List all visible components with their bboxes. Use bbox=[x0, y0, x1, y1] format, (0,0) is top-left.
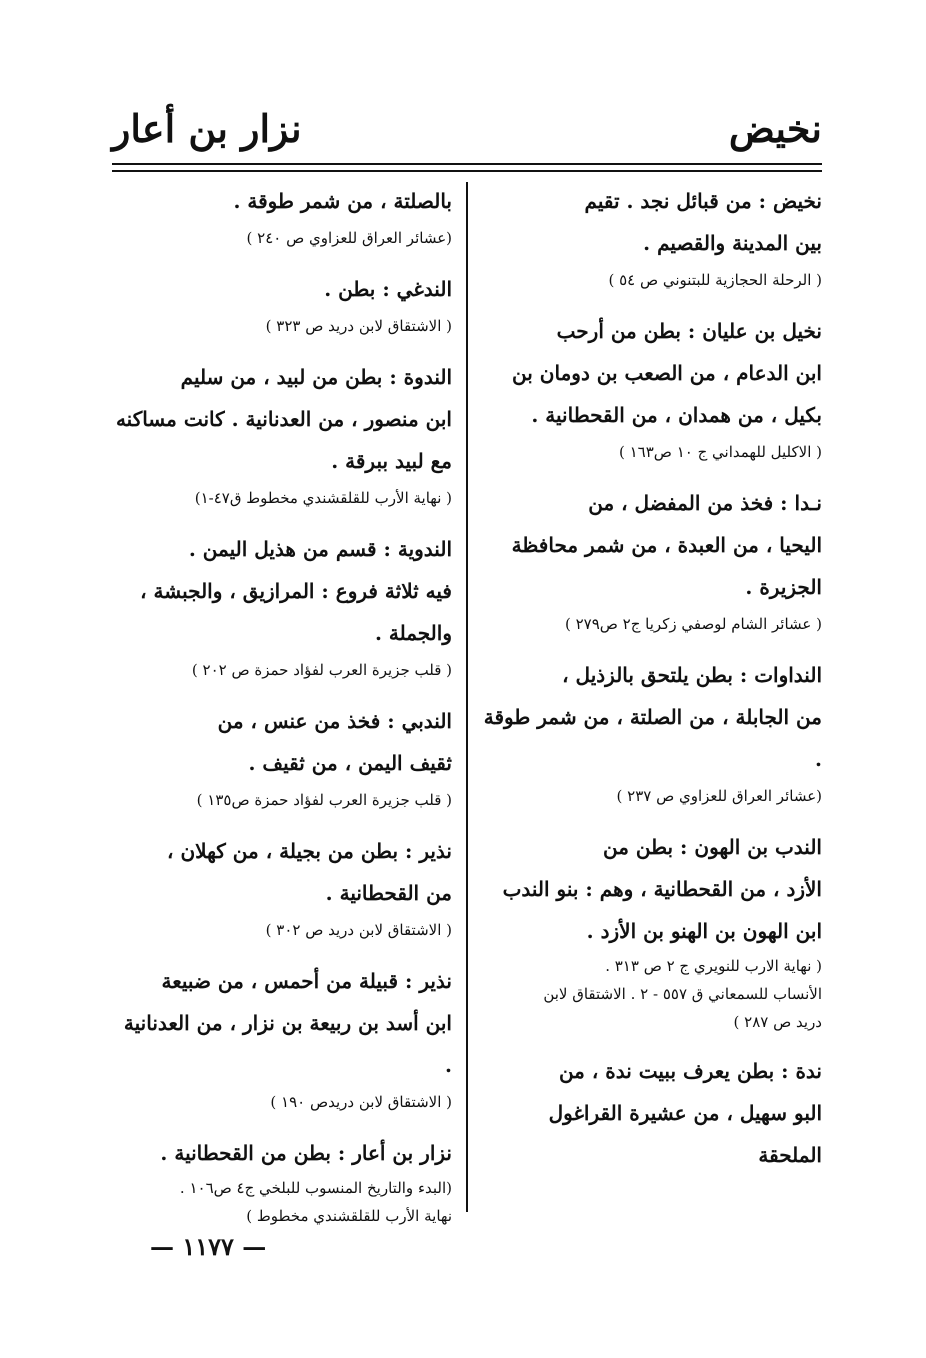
entry-headline: ندة : بطن يعرف ببيت ندة ، من bbox=[558, 1059, 822, 1083]
entry-text-line: ابن أسد بن ربيعة بن نزار ، من العدنانية . bbox=[123, 1011, 452, 1077]
entry-citation: (البدء والتاريخ المنسوب للبلخي ج٤ ص١٠٦ . bbox=[179, 1179, 452, 1197]
entry-citation: ( قلب جزيرة العرب لفؤاد حمزة ص١٣٥ ) bbox=[196, 791, 452, 809]
dictionary-entry bbox=[112, 700, 452, 816]
dictionary-entry bbox=[112, 1132, 452, 1230]
entry-headline: نذير : قبيلة من أحمس ، من ضبيعة bbox=[161, 969, 452, 993]
entry-headline: نـدا : فخذ من المفضل ، من bbox=[588, 491, 822, 515]
header-rule-bottom bbox=[112, 170, 822, 172]
entry-headline: النداوات : بطن يلتحق بالزذيل ، bbox=[562, 663, 822, 687]
header-rule-top bbox=[112, 163, 822, 165]
page-header bbox=[112, 98, 822, 160]
entry-headline: نزار بن أعار : بطن من القحطانية . bbox=[160, 1141, 452, 1165]
entry-headline: بالصلتة ، من شمر طوقة . bbox=[233, 189, 452, 213]
entry-headline: الندغي : بطن . bbox=[324, 277, 452, 301]
entry-text-line: الأزد ، من القحطانية ، وهم : بنو الندب bbox=[502, 877, 822, 901]
entry-text-line: ابن الدعام ، من الصعب بن دومان بن bbox=[512, 361, 822, 385]
entry-text-line: من الجابلة ، من الصلتة ، من شمر طوقة . bbox=[483, 705, 822, 771]
entry-citation: ( الاكليل للهمداني ج ١٠ ص١٦٣ ) bbox=[619, 443, 822, 461]
entry-headline: الندبي : فخذ من عنس ، من bbox=[217, 709, 452, 733]
entry-headline: نذير : بطن من بجيلة ، من كهلان ، bbox=[167, 839, 452, 863]
dictionary-entry bbox=[482, 826, 822, 1036]
entry-headline: الندوية : قسم من هذيل اليمن . bbox=[188, 537, 452, 561]
entry-text-line: ثقيف اليمن ، من ثقيف . bbox=[248, 751, 452, 775]
entry-citation: نهاية الأرب للقلقشندي مخطوط ) bbox=[246, 1207, 452, 1225]
entry-headline: نخيض : من قبائل نجد . تقيم bbox=[584, 189, 822, 213]
page-number: — ١١٧٧ — bbox=[150, 1232, 267, 1261]
entry-text-line: فيه ثلاثة فروع : المرازيق ، والجبشة ، bbox=[140, 579, 452, 603]
dictionary-entry bbox=[482, 310, 822, 468]
entry-headline: الندب بن الهون : بطن من bbox=[602, 835, 822, 859]
entry-citation: دريد ص ٢٨٧ ) bbox=[733, 1013, 822, 1031]
entry-text-line: من القحطانية . bbox=[325, 881, 452, 905]
dictionary-entry bbox=[482, 654, 822, 812]
right-column bbox=[482, 180, 822, 1176]
entry-citation: ( الاشتقاق لابن دريد ص ٣٠٢ ) bbox=[265, 921, 452, 939]
entry-citation: الأنساب للسمعاني ق ٥٥٧ - ٢ . الاشتقاق لابن bbox=[543, 985, 822, 1003]
entry-text-line: بين المدينة والقصيم . bbox=[643, 231, 822, 255]
dictionary-entry bbox=[482, 180, 822, 296]
dictionary-entry bbox=[112, 528, 452, 686]
entry-text-line: والجملة . bbox=[374, 621, 452, 645]
dictionary-entry bbox=[112, 830, 452, 946]
entry-text-line: بكيل ، من همدان ، من القحطانية . bbox=[531, 403, 822, 427]
entry-citation: ( نهاية الأرب للقلقشندي مخطوط ق٤٧-١) bbox=[194, 489, 452, 507]
entry-text-line: ابن الهون بن الهنو بن الأزد . bbox=[586, 919, 822, 943]
entry-text-line: الجزيرة . bbox=[745, 575, 822, 599]
entry-text-line: مع لبيد ببرقة . bbox=[331, 449, 452, 473]
entry-citation: ( الرحلة الحجازية للبتنوني ص ٥٤ ) bbox=[608, 271, 822, 289]
entry-text-line: ابن منصور ، من العدنانية . كانت مساكنه bbox=[115, 407, 452, 431]
dictionary-entry bbox=[482, 1050, 822, 1176]
entry-text-line: اليحيا ، من العبدة ، من شمر محافظة bbox=[511, 533, 822, 557]
dictionary-entry bbox=[482, 482, 822, 640]
running-head-right: نخيض bbox=[728, 106, 822, 151]
entry-citation: ( الاشتقاق لابن دريدص ١٩٠ ) bbox=[270, 1093, 452, 1111]
entry-text-line: البو سهيل ، من عشيرة القراغول الملحقة bbox=[548, 1101, 822, 1167]
entry-citation: ( قلب جزيرة العرب لفؤاد حمزة ص ٢٠٢ ) bbox=[191, 661, 452, 679]
dictionary-entry bbox=[112, 180, 452, 254]
entry-citation: (عشائر العراق للعزاوي ص ٢٤٠ ) bbox=[246, 229, 452, 247]
dictionary-entry bbox=[112, 960, 452, 1118]
entry-citation: ( نهاية الارب للنويري ج ٢ ص ٣١٣ . bbox=[605, 957, 822, 975]
dictionary-entry bbox=[112, 268, 452, 342]
running-head-left: نزار بن أعار bbox=[112, 106, 302, 151]
entry-citation: ( الاشتقاق لابن دريد ص ٣٢٣ ) bbox=[265, 317, 452, 335]
column-divider bbox=[466, 182, 468, 1212]
dictionary-entry bbox=[112, 356, 452, 514]
left-column bbox=[112, 180, 452, 1244]
entry-citation: ( عشائر الشام لوصفي زكريا ج٢ ص٢٧٩ ) bbox=[564, 615, 822, 633]
entry-citation: (عشائر العراق للعزاوي ص ٢٣٧ ) bbox=[616, 787, 822, 805]
entry-headline: الندوة : بطن من لبيد ، من سليم bbox=[180, 365, 452, 389]
entry-headline: نخيل بن عليان : بطن من أرحب bbox=[556, 319, 822, 343]
